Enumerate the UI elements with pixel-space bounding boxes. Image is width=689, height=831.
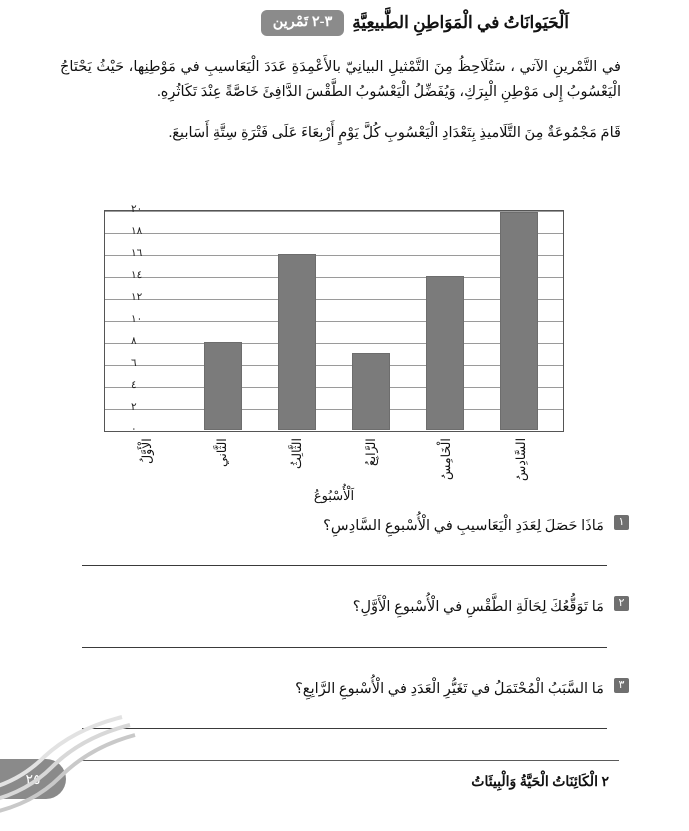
chart-x-axis-label: اَلْأُسْبُوعُ [313,488,355,503]
chart-bar [500,212,538,430]
chart-x-tick-label: الْخَامِسُ [439,438,454,480]
chart-x-tick-label: الرَّابِعُ [364,438,379,466]
question-item [60,678,629,701]
chart-plot-area [104,210,564,432]
answer-line[interactable] [82,564,607,566]
chart-y-tick-label: ١٠ [131,313,143,325]
chart-x-tick [416,436,476,484]
bar-chart [59,203,619,503]
question-text: مَاذَا حَصَلَ لِعَدَدِ الْيَعَاسيبِ في الْأُسْبوعِ السَّادِسِ؟ [323,518,604,534]
chart-x-tick-label: الْأَوَّلُ [140,438,155,464]
page-footer [0,747,689,807]
question-item [60,515,629,538]
answer-line[interactable] [82,646,607,648]
chart-bar-slot [489,212,549,430]
chart-bar-slot [341,212,401,430]
chart-x-tick [341,436,401,484]
chart-x-tick [267,436,327,484]
question-item [60,596,629,619]
intro-paragraph-2: قَامَ مَجْمُوعَةٌ مِنَ التَّلَاميذِ بِتَعْدَادِ الْيَعْسُوبِ كُلَّ يَوْمٍ أَرْبِعَاءَ عَلَى فَتْرَةِ سِتَّةِ أَسَابيعَ. [168,125,621,142]
footer-divider [80,760,619,761]
intro-paragraph-1: في التَّمْرينِ الآتي ، سَتُلَاحِظُ مِنَ التَّمْثيلِ البيانِيّ بالأَعْمِدَةِ عَدَدَ الْيَعَاسيبِ في مَوْطِنِها، حَيْثُ يَحْتَاجُ الْيَعْسُوبُ إِلى مَوْطِنِ الْبِرَكِ، وَيُفَضِّلُ الْيَعْسُوبُ الطَّقْسَ الدَّافِئَ خَاصَّةً عِنْدَ تَكَاثُرِهِ. [60,59,621,101]
chart-y-tick-label: ١٤ [131,269,143,281]
chart-y-tick-label: ٢٠ [131,203,143,215]
lesson-badge: ٣-٢ تَمْرين [261,10,345,36]
question-number: ١ [614,515,629,530]
question-text: مَا السَّبَبُ الْمُحْتَمَلُ في تَغَيُّرِ الْعَدَدِ في الْأُسْبوعِ الرَّابِعِ؟ [295,680,604,697]
chart-y-tick-label: ١٢ [131,291,143,303]
chart-x-tick-label: السَّادِسُ [513,438,528,482]
answer-line[interactable] [82,727,607,729]
chart-x-tick-label: الثَّالِثُ [289,438,304,469]
question-number: ٣ [614,678,629,693]
chart-bar [426,276,464,430]
chart-x-tick [192,436,252,484]
chart-bar-slot [415,212,475,430]
page-header [0,6,689,40]
chart-bar-slot [267,212,327,430]
questions-list [60,515,629,759]
chart-bar-slot [193,212,253,430]
chart-y-tick-label: ٠ [131,423,137,435]
chart-x-tick [117,436,177,484]
footer-chapter-text: ٢ الْكَائِنَاتُ الْحَيَّةُ وَالْبِيئَاتُ [471,775,609,790]
chart-bar [352,353,390,430]
page-title: اَلْحَيَوانَاتُ في الْمَوَاطِنِ الطَّبيعِيَّةِ [352,13,569,32]
chart-bar [278,254,316,430]
chart-x-ticks [104,436,564,484]
chart-x-tick [491,436,551,484]
question-number: ٢ [614,596,629,611]
chart-y-tick-label: ٤ [131,379,137,391]
chart-x-tick-label: الثَّاني [215,438,230,467]
chart-y-tick-label: ٦ [131,357,137,369]
question-text: مَا تَوَقُّعُكَ لِحَالَةِ الطَّقْسِ في الْأُسْبوعِ الْأَوَّلِ؟ [352,599,604,616]
page-number: ٢٥ [0,759,66,799]
chart-y-tick-label: ١٨ [131,225,143,237]
chart-y-tick-label: ١٦ [131,247,143,259]
chart-bars [106,212,562,430]
chart-y-tick-label: ٢ [131,401,137,413]
chart-bar [204,342,242,430]
intro-text [60,55,621,150]
chart-y-tick-label: ٨ [131,335,137,347]
